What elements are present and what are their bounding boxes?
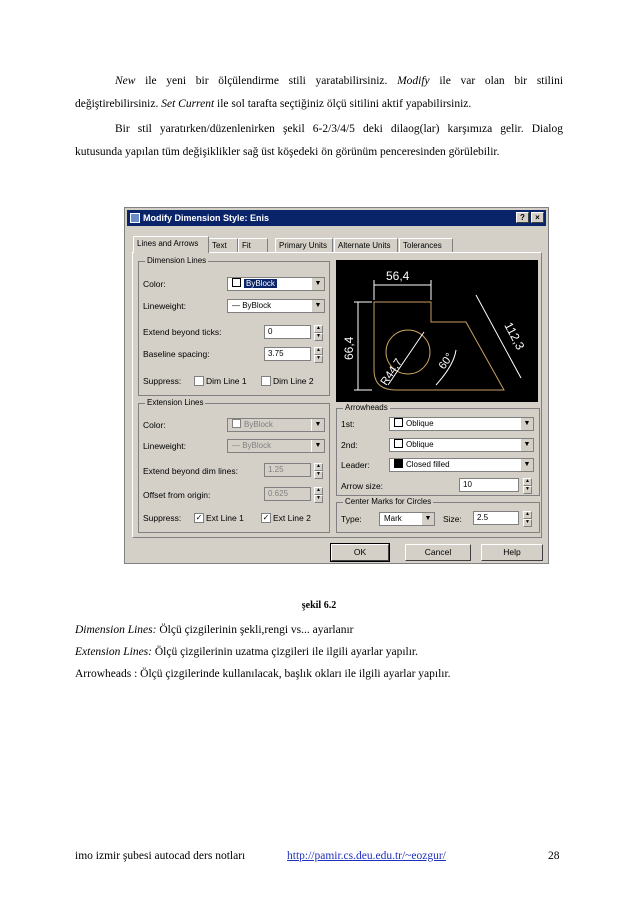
extend-beyond-dim-input[interactable]: 1.25 <box>264 463 311 477</box>
color-swatch <box>232 278 241 287</box>
term-new: New <box>115 75 136 87</box>
footer-link[interactable]: http://pamir.cs.deu.edu.tr/~eozgur/ <box>287 850 446 862</box>
second-arrow-select[interactable]: Oblique ▼ <box>389 438 534 452</box>
term-modify: Modify <box>397 75 430 87</box>
figure-caption: şekil 6.2 <box>301 600 337 611</box>
dim-text-angle: 60° <box>436 351 457 372</box>
extend-beyond-ticks-label: Extend beyond ticks: <box>143 327 222 337</box>
arrowheads-title: Arrowheads <box>345 403 388 412</box>
dim-line-1-checkbox[interactable] <box>194 376 204 386</box>
center-marks-group <box>336 497 540 533</box>
center-type-label: Type: <box>341 514 362 524</box>
ok-button[interactable]: OK <box>331 544 389 561</box>
cancel-button[interactable]: Cancel <box>405 544 471 561</box>
closed-filled-arrow-icon <box>394 459 403 468</box>
dimension-lines-title: Dimension Lines <box>147 256 207 265</box>
oblique-icon <box>394 439 403 448</box>
extend-beyond-ticks-input[interactable]: 0 <box>264 325 311 339</box>
chevron-down-icon: ▼ <box>311 440 324 452</box>
footer-left: imo izmir şubesi autocad ders notları <box>75 850 246 862</box>
help-button[interactable]: Help <box>481 544 543 561</box>
center-size-stepper[interactable]: ▲ ▼ <box>523 511 532 525</box>
leader-label: Leader: <box>341 460 370 470</box>
baseline-spacing-stepper[interactable]: ▲ ▼ <box>314 347 323 361</box>
ext-lineweight-label: Lineweight: <box>143 441 187 451</box>
dim-lineweight-label: Lineweight: <box>143 301 187 311</box>
baseline-spacing-label: Baseline spacing: <box>143 349 210 359</box>
center-type-select[interactable]: Mark ▼ <box>379 512 435 526</box>
ext-color-label: Color: <box>143 420 166 430</box>
center-size-label: Size: <box>443 514 462 524</box>
chevron-down-icon: ▼ <box>520 418 533 430</box>
extend-dim-stepper[interactable]: ▲ ▼ <box>314 463 323 477</box>
chevron-down-icon: ▼ <box>421 513 434 525</box>
ext-line-2-label: Ext Line 2 <box>273 513 311 523</box>
chevron-down-icon: ▼ <box>311 419 324 431</box>
chevron-down-icon: ▼ <box>311 278 324 290</box>
tab-text[interactable]: Text <box>208 238 238 252</box>
dim-color-select[interactable]: ByBlock ▼ <box>227 277 325 291</box>
modify-dimension-style-dialog <box>124 207 549 564</box>
dim-text-left: 66,4 <box>342 336 356 360</box>
chevron-down-icon: ▼ <box>520 439 533 451</box>
dimension-lines-group <box>138 256 330 396</box>
ext-suppress-label: Suppress: <box>143 513 182 523</box>
tab-lines-and-arrows[interactable]: Lines and Arrows <box>133 236 209 253</box>
extend-ticks-stepper[interactable]: ▲ ▼ <box>314 325 323 339</box>
oblique-icon <box>394 418 403 427</box>
arrowheads-group <box>336 403 540 496</box>
preview-drawing <box>336 260 538 402</box>
ext-line-1-checkbox[interactable]: ✓ <box>195 513 203 522</box>
dialog-title: Modify Dimension Style: Enis <box>143 213 270 223</box>
dialog-titlebar <box>127 210 546 226</box>
dim-text-radius: R44,7 <box>378 356 405 388</box>
term-set-current: Set Current <box>161 98 215 110</box>
first-arrow-select[interactable]: Oblique ▼ <box>389 417 534 431</box>
definition-extension-lines: Extension Lines: Ölçü çizgilerinin uzatma çizgileri ile ilgili ayarlar yapılır. <box>75 646 418 658</box>
offset-origin-label: Offset from origin: <box>143 490 211 500</box>
ext-line-2-checkbox[interactable]: ✓ <box>262 513 270 522</box>
ext-lineweight-select[interactable]: — ByBlock ▼ <box>227 439 325 453</box>
term-extension-lines: Extension Lines: <box>75 646 152 658</box>
extend-beyond-dim-label: Extend beyond dim lines: <box>143 466 238 476</box>
tab-tolerances[interactable]: Tolerances <box>399 238 453 252</box>
intro-paragraph-1: New ile yeni bir ölçülendirme stili yaratabilirsiniz. Modify ile var olan bir stilini değiştirebilirsiniz. Set Current ile sol tarafta seçtiğiniz ölçü sitilini aktif yapabilirsiniz. <box>75 75 564 110</box>
term-dimension-lines: Dimension Lines: <box>75 624 157 636</box>
center-marks-title: Center Marks for Circles <box>345 497 432 506</box>
first-arrow-label: 1st: <box>341 419 355 429</box>
dim-line-2-label: Dim Line 2 <box>273 376 314 386</box>
dimension-preview <box>336 260 538 402</box>
definition-dimension-lines: Dimension Lines: Ölçü çizgilerinin şekli,rengi vs... ayarlanır <box>75 624 354 636</box>
help-question-button[interactable]: ? <box>516 212 529 223</box>
baseline-spacing-input[interactable]: 3.75 <box>264 347 311 361</box>
dim-color-label: Color: <box>143 279 166 289</box>
chevron-down-icon: ▼ <box>311 300 324 312</box>
dim-text-diagonal: 112,3 <box>501 319 528 353</box>
dim-text-top: 56,4 <box>386 269 410 283</box>
tab-alternate-units[interactable]: Alternate Units <box>334 238 398 252</box>
arrow-size-stepper[interactable]: ▲ ▼ <box>523 478 532 492</box>
arrow-size-label: Arrow size: <box>341 481 384 491</box>
color-swatch <box>232 419 241 428</box>
offset-origin-stepper[interactable]: ▲ ▼ <box>314 487 323 501</box>
chevron-down-icon: ▼ <box>520 459 533 471</box>
extension-lines-title: Extension Lines <box>147 398 204 407</box>
intro-paragraph-2: Bir stil yaratırken/düzenlenirken şekil 6-2/3/4/5 deki dilaog(lar) karşımıza gelir. Dialog kutusunda yapılan tüm değişiklikler sağ üst köşedeki ön görünüm penceresinden görülebilir. <box>75 123 563 158</box>
leader-select[interactable]: Closed filled ▼ <box>389 458 534 472</box>
dim-lineweight-select[interactable]: — ByBlock ▼ <box>227 299 325 313</box>
tab-fit[interactable]: Fit <box>238 238 268 252</box>
page-number: 28 <box>548 850 560 862</box>
dim-line-2-checkbox[interactable] <box>261 376 271 386</box>
extension-lines-group <box>138 398 330 533</box>
second-arrow-label: 2nd: <box>341 440 358 450</box>
close-button[interactable]: × <box>531 212 544 223</box>
offset-origin-input[interactable]: 0.625 <box>264 487 311 501</box>
lines-arrows-panel <box>132 252 542 538</box>
footer-link-wrap <box>287 850 446 862</box>
definition-arrowheads: Arrowheads : Ölçü çizgilerinde kullanılacak, başlık okları ile ilgili ayarlar yapılır. <box>75 668 451 680</box>
arrow-size-input[interactable]: 10 <box>459 478 519 492</box>
center-size-input[interactable]: 2.5 <box>473 511 519 525</box>
ext-line-1-label: Ext Line 1 <box>206 513 244 523</box>
ext-color-select[interactable]: ByBlock ▼ <box>227 418 325 432</box>
app-icon <box>130 213 140 223</box>
dim-line-1-label: Dim Line 1 <box>206 376 247 386</box>
tab-primary-units[interactable]: Primary Units <box>275 238 333 252</box>
dim-suppress-label: Suppress: <box>143 376 182 386</box>
